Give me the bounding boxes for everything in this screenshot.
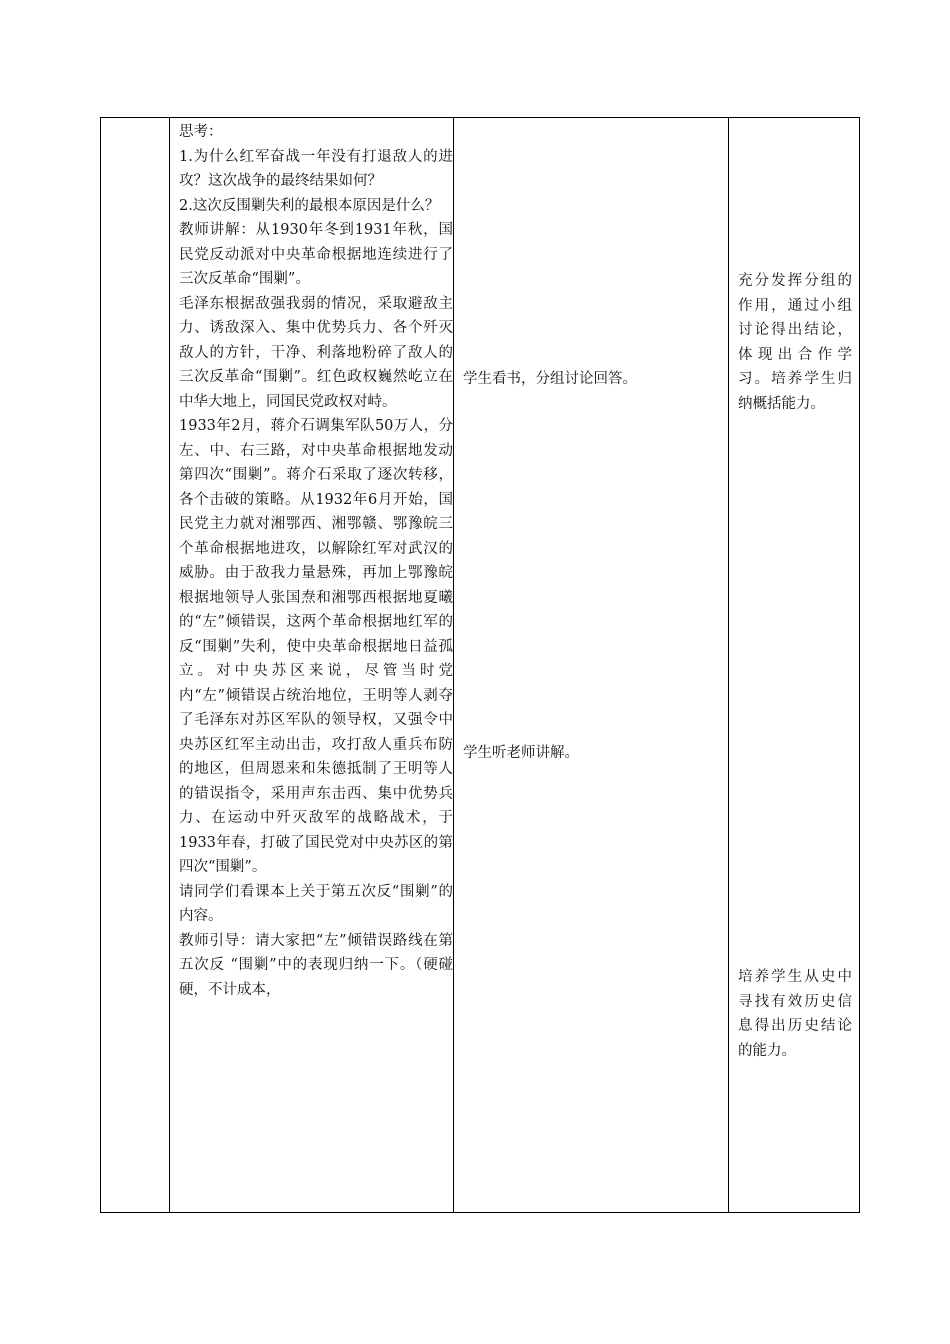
lesson-table [100,117,860,1213]
student-activity-1: 学生看书，分组讨论回答。 [463,371,637,387]
think-heading: 思考： [179,124,223,140]
teacher-guidance: 教师引导：请大家把“左”倾错误路线在第五次反 “围剿”中的表现归纳一下。（硬碰硬，不计成本， [179,932,453,998]
design-intent-1: 充分发挥分组的作用，通过小组讨论得出结论，体现出合作学习。培养学生归纳概括能力。 [738,273,852,412]
student-activity-2: 学生听老师讲解。 [463,745,579,761]
design-intent-2: 培养学生从史中寻找有效历史信息得出历史结论的能力。 [738,969,852,1059]
teacher-activity-cell [179,120,453,1002]
mao-strategy-paragraph: 毛泽东根据敌强我弱的情况，采取避敌主力、诱敌深入、集中优势兵力、各个歼灭敌人的方针，干净、利落地粉碎了敌人的三次反革命“围剿”。红色政权巍然屹立在中华大地上，同国民党政权对峙。 [179,295,453,410]
question-1: 1.为什么红军奋战一年没有打退敌人的进攻？这次战争的最终结果如何？ [179,148,453,189]
column-divider-2 [453,118,454,1212]
question-2: 2.这次反围剿失利的最根本原因是什么？ [179,197,440,214]
fourth-campaign-paragraph: 1933年2月，蒋介石调集军队50万人，分左、中、右三路，对中央革命根据地发动第四次“围剿”。蒋介石采取了逐次转移，各个击破的策略。从1932年6月开始，国民党主力就对湘鄂西、湘鄂赣、鄂豫皖三个革命根据地进攻，以解除红军对武汉的威胁。由于敌我力量悬殊，再加上鄂豫皖根据地领导人张国焘和湘鄂西根据地夏曦的“左”倾错误，这两个革命根据地红军的反“围剿”失利，使中央革命根据地日益孤立。对中央苏区来说，尽管当时党内“左”倾错误占统治地位，王明等人剥夺了毛泽东对苏区军队的领导权，又强令中央苏区红军主动出击，攻打敌人重兵布防的地区，但周恩来和朱德抵制了王明等人的错误指令，采用声东击西、集中优势兵力、在运动中歼灭敌军的战略战术，于1933年春，打破了国民党对中央苏区的第四次“围剿”。 [179,418,453,875]
column-divider-1 [169,118,170,1212]
column-divider-3 [728,118,729,1212]
reading-instruction: 请同学们看课本上关于第五次反“围剿”的内容。 [179,883,453,924]
teacher-explanation: 教师讲解：从1930年冬到1931年秋，国民党反动派对中央革命根据地连续进行了三次反革命“围剿”。 [179,222,453,287]
